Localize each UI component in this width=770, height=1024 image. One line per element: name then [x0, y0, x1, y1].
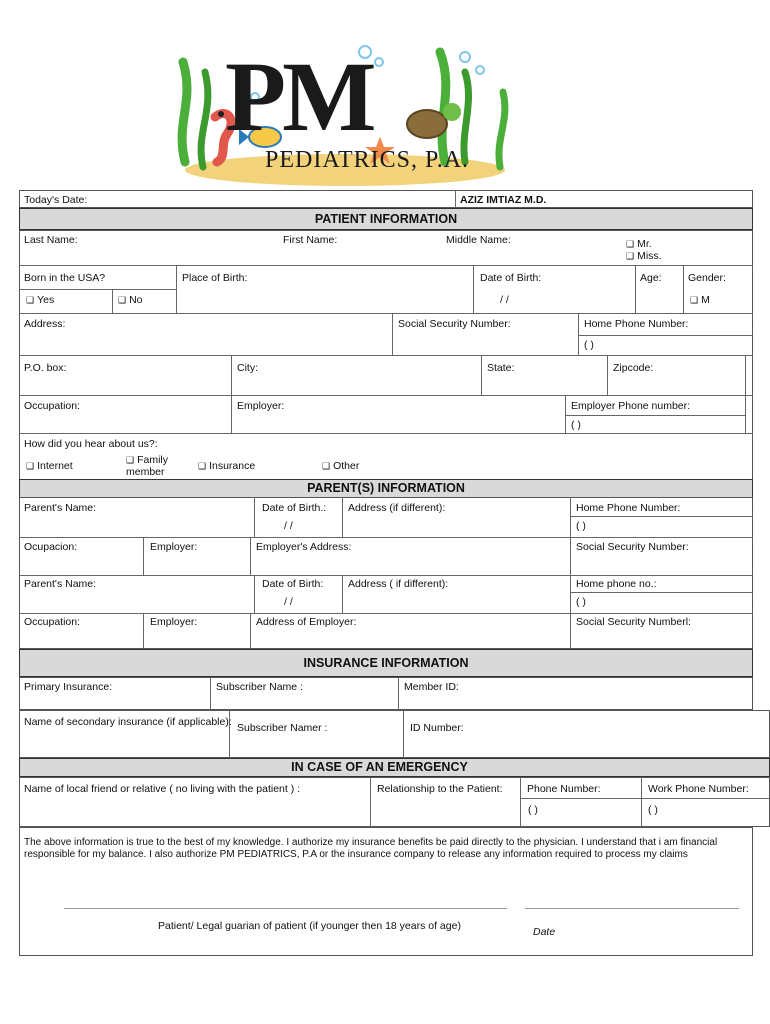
parent1-dob-field[interactable]: / / [284, 520, 293, 532]
employer-phone-field[interactable]: ( ) [571, 419, 581, 431]
insurance-primary-row [19, 677, 753, 710]
parents-info-header: PARENT(S) INFORMATION [19, 479, 753, 498]
dob-label: Date of Birth: [480, 272, 542, 284]
first-name-label: First Name: [283, 234, 338, 246]
patient-signature-label: Patient/ Legal guarian of patient (if younger then 18 years of age) [158, 920, 461, 932]
parent1-dob-label: Date of Birth.: [262, 502, 327, 514]
subscriber-name-label: Subscriber Name : [216, 681, 303, 693]
parent1-address-label: Address (if different): [348, 502, 446, 514]
hear-about-label: How did you hear about us?: [24, 438, 158, 450]
family-member-label-2: member [126, 466, 165, 478]
patient-signature-line[interactable] [64, 908, 507, 909]
gender-label: Gender: [688, 272, 726, 284]
logo-name: PEDIATRICS, P.A. [265, 147, 470, 173]
occupation-label: Occupation: [24, 400, 81, 412]
subscriber-name-2-label: Subscriber Namer : [237, 722, 328, 734]
patient-info-header: PATIENT INFORMATION [19, 208, 753, 230]
parent1-ssn-label: Social Security Number: [576, 541, 689, 553]
zipcode-label: Zipcode: [613, 362, 654, 374]
internet-checkbox[interactable]: ❑ Internet [26, 460, 73, 472]
member-id-label: Member ID: [404, 681, 459, 693]
parent2-phone-field[interactable]: ( ) [576, 596, 586, 608]
parent1-phone-field[interactable]: ( ) [576, 520, 586, 532]
parent1-employer-address-label: Employer's Address: [256, 541, 352, 553]
employer-phone-label: Employer Phone number: [571, 400, 691, 412]
middle-name-label: Middle Name: [446, 234, 511, 246]
no-checkbox[interactable]: ❑ No [118, 294, 143, 306]
born-usa-label: Born in the USA? [24, 272, 106, 284]
insurance-checkbox[interactable]: ❑ Insurance [198, 460, 256, 472]
doctor-name: AZIZ IMTIAZ M.D. [460, 194, 547, 206]
last-name-label: Last Name: [24, 234, 78, 246]
po-box-label: P.O. box: [24, 362, 67, 374]
statement-line-2: responsible for my balance. I also authorize PM PEDIATRICS, P.A or the insurance company to release any information required to process my claims [24, 849, 688, 860]
emergency-phone-field[interactable]: ( ) [528, 804, 538, 816]
other-checkbox[interactable]: ❑ Other [322, 460, 360, 472]
primary-insurance-label: Primary Insurance: [24, 681, 113, 693]
parent1-employer-label: Employer: [150, 541, 198, 553]
parent2-phone-label: Home phone no.: [576, 578, 657, 590]
ssn-label: Social Security Number: [398, 318, 511, 330]
id-number-label: ID Number: [410, 722, 464, 734]
date-signature-label: Date [533, 926, 556, 938]
relationship-label: Relationship to the Patient: [377, 783, 503, 795]
parent2-name-label: Parent's Name: [24, 578, 97, 590]
parent2-dob-label: Date of Birth: [262, 578, 324, 590]
mr-checkbox[interactable]: ❑ Mr. [626, 238, 652, 250]
parent2-address-label: Address ( if different): [348, 578, 449, 590]
dob-field[interactable]: / / [500, 294, 509, 306]
home-phone-field[interactable]: ( ) [584, 339, 594, 351]
logo-letters: PM [225, 41, 373, 152]
state-label: State: [487, 362, 515, 374]
yes-checkbox[interactable]: ❑ Yes [26, 294, 55, 306]
miss-checkbox[interactable]: ❑ Miss. [626, 250, 662, 262]
parent1-name-label: Parent's Name: [24, 502, 97, 514]
work-phone-label: Work Phone Number: [648, 783, 749, 795]
place-of-birth-label: Place of Birth: [182, 272, 248, 284]
insurance-info-header: INSURANCE INFORMATION [19, 649, 753, 677]
todays-date-label: Today's Date: [24, 194, 88, 206]
gender-m-checkbox[interactable]: ❑ M [690, 294, 710, 306]
age-label: Age: [640, 272, 662, 284]
parent1-occupation-label: Ocupacion: [24, 541, 78, 553]
emergency-phone-label: Phone Number: [527, 783, 601, 795]
home-phone-label: Home Phone Number: [584, 318, 689, 330]
date-signature-line[interactable] [525, 908, 739, 909]
address-label: Address: [24, 318, 66, 330]
work-phone-field[interactable]: ( ) [648, 804, 658, 816]
friend-relative-label: Name of local friend or relative ( no living with the patient ) : [24, 783, 301, 795]
logo [165, 42, 525, 187]
secondary-insurance-label: Name of secondary insurance (if applicable): [24, 716, 232, 728]
date-row [19, 190, 753, 208]
parent2-ssn-label: Social Security Numberl: [576, 616, 691, 628]
city-label: City: [237, 362, 258, 374]
emergency-header: IN CASE OF AN EMERGENCY [19, 758, 770, 777]
employer-label: Employer: [237, 400, 285, 412]
parent2-employer-address-label: Address of Employer: [256, 616, 357, 628]
parent2-dob-field[interactable]: / / [284, 596, 293, 608]
parent2-occupation-label: Occupation: [24, 616, 81, 628]
family-member-checkbox[interactable]: ❑ Family [126, 454, 168, 466]
parent1-phone-label: Home Phone Number: [576, 502, 681, 514]
parent2-employer-label: Employer: [150, 616, 198, 628]
statement-line-1: The above information is true to the best of my knowledge. I authorize my insurance benefits be paid directly to the physician. I understand that i am financial [24, 837, 718, 848]
